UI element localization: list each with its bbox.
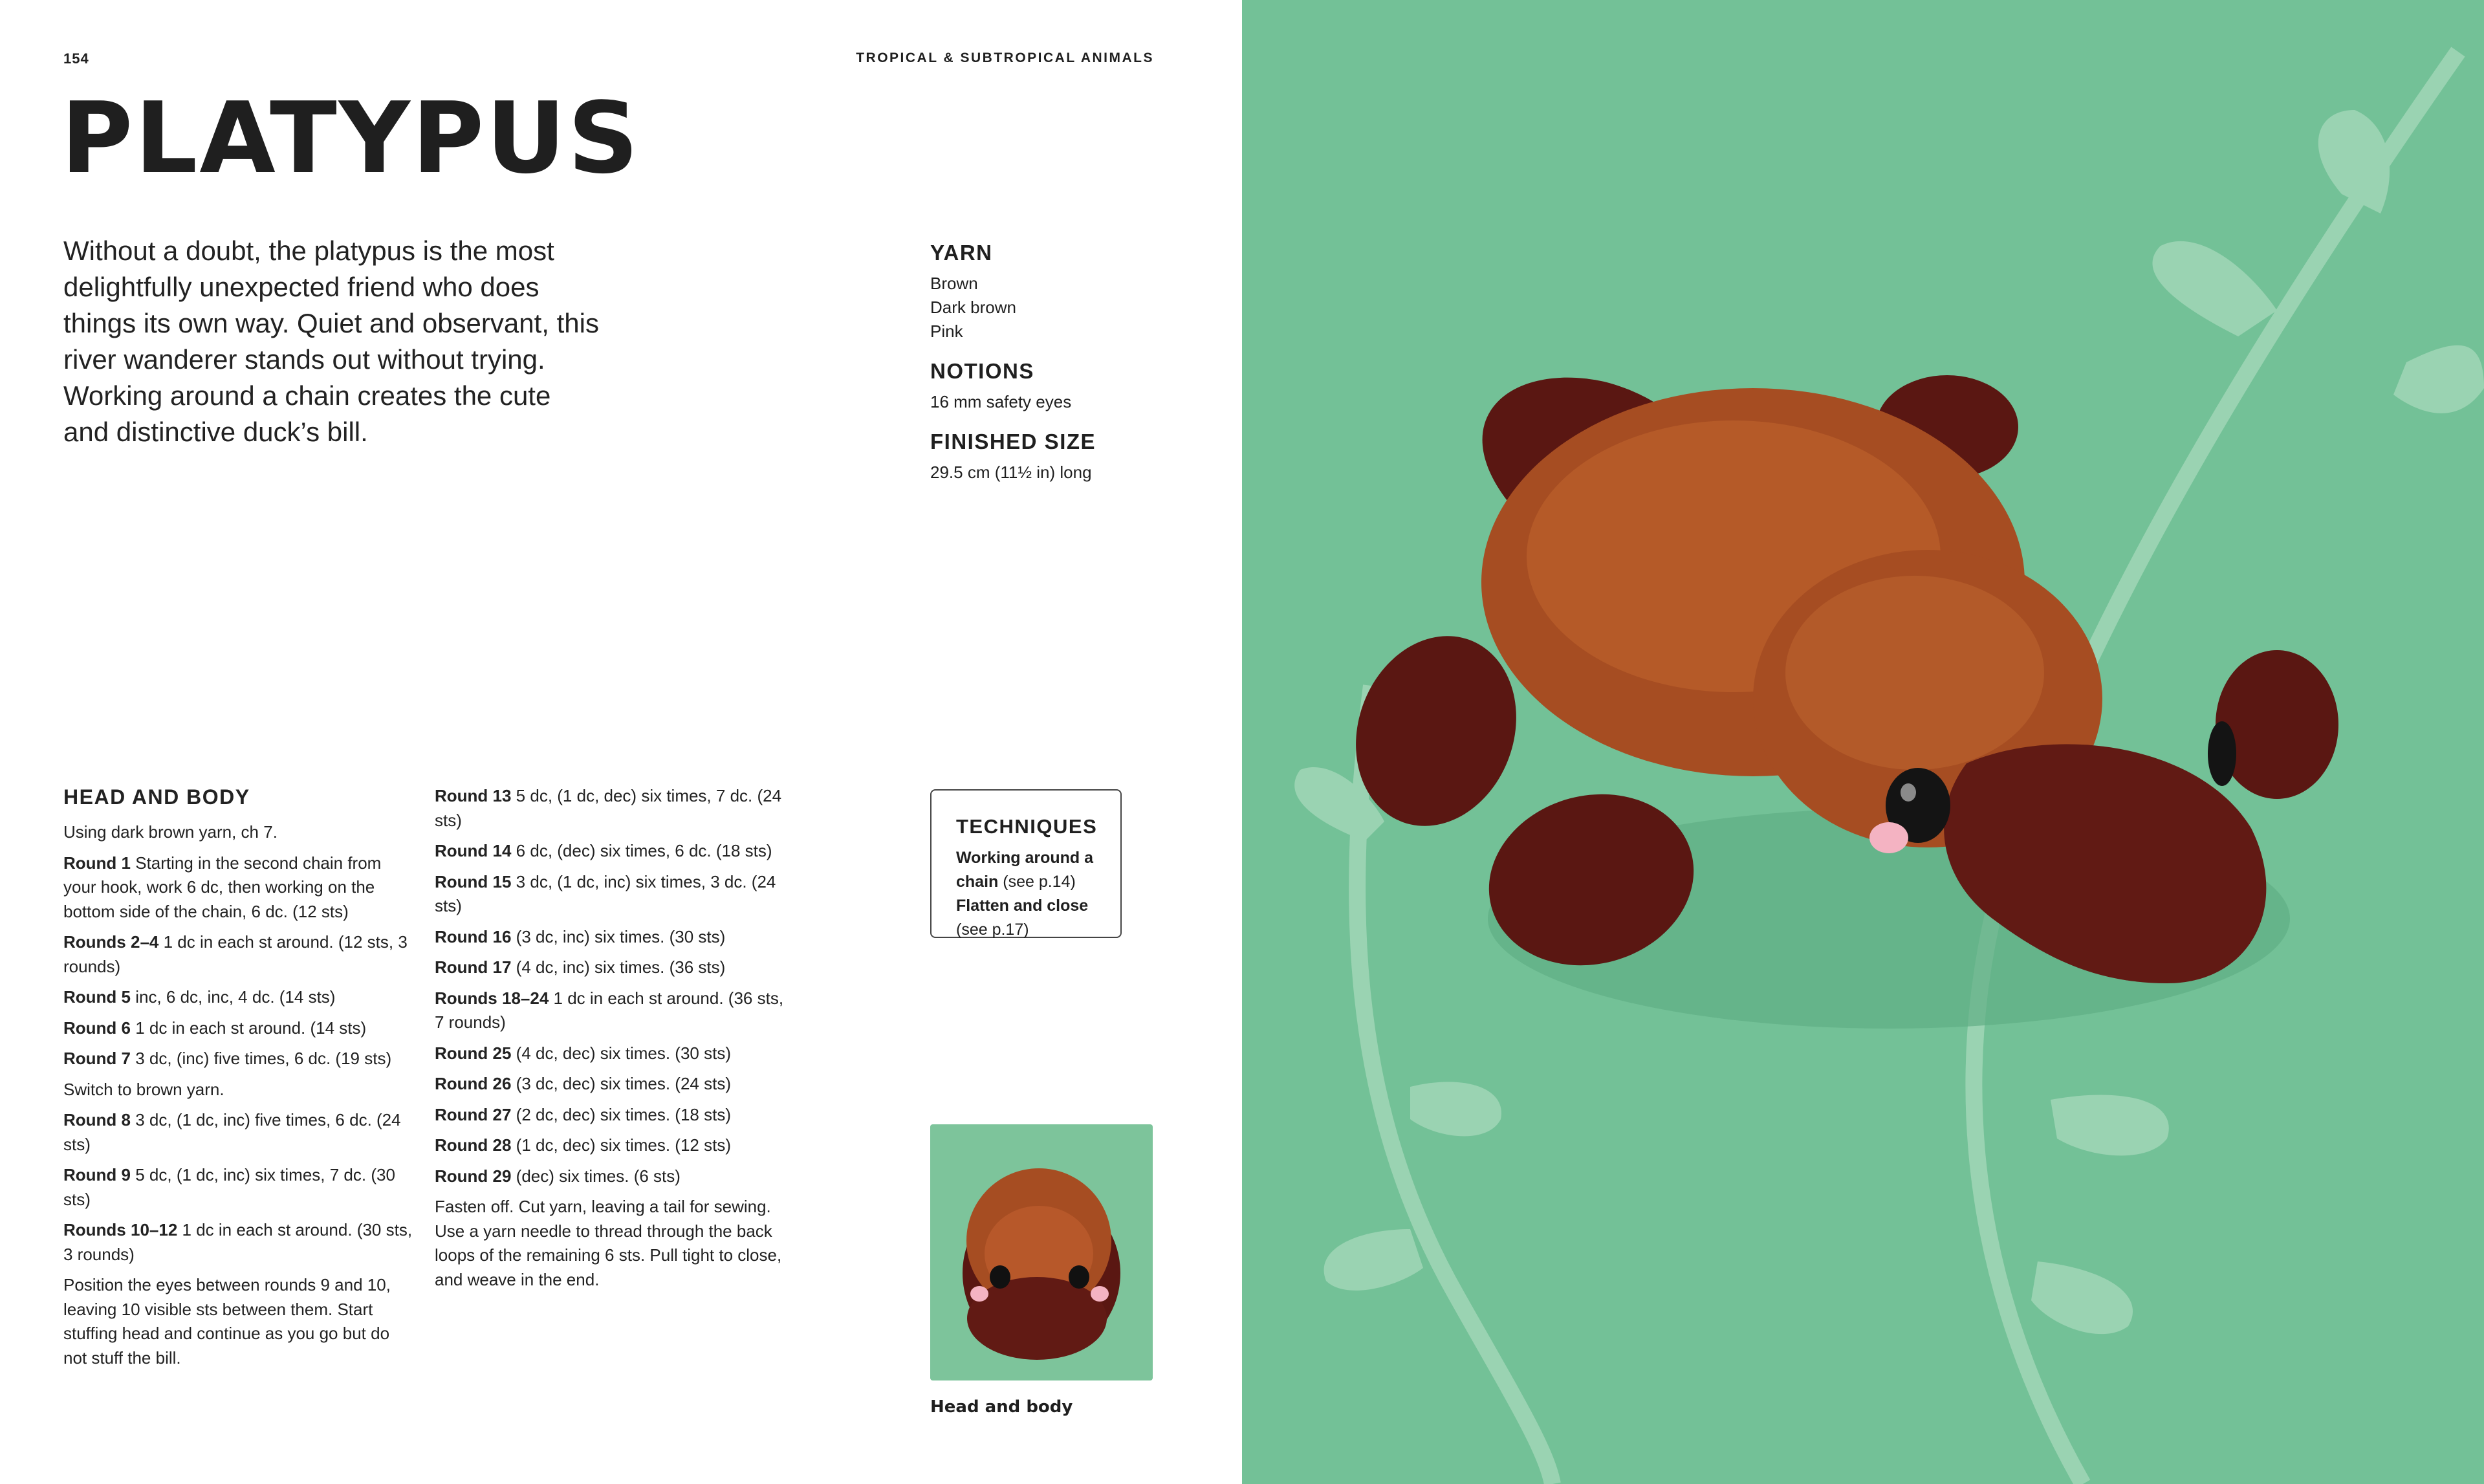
- step-text: 5 dc, (1 dc, dec) six times, 7 dc. (24 sts): [435, 786, 782, 830]
- yarn-heading: YARN: [930, 241, 993, 265]
- step-text: 1 dc in each st around. (14 sts): [131, 1018, 367, 1038]
- round-label: Round 27: [435, 1104, 512, 1124]
- pattern-step: [63, 851, 413, 924]
- pattern-step: [435, 1042, 797, 1066]
- finished-size-block: [930, 430, 1163, 485]
- round-label: Round 15: [435, 871, 512, 891]
- pattern-step: [63, 1163, 413, 1212]
- step-text: Fasten off. Cut yarn, leaving a tail for sewing. Use a yarn needle to thread through the back loops of the remaining 6 sts. Pull tight to close, and weave in the end.: [435, 1197, 782, 1289]
- pattern-step: [435, 870, 797, 919]
- round-label: Round 16: [435, 926, 512, 946]
- step-text: (4 dc, dec) six times. (30 sts): [511, 1043, 731, 1063]
- round-label: Round 17: [435, 957, 512, 977]
- photo-caption: Head and body: [930, 1397, 1073, 1417]
- step-text: (3 dc, dec) six times. (24 sts): [511, 1074, 731, 1093]
- step-text: 5 dc, (1 dc, inc) six times, 7 dc. (30 sts): [63, 1165, 395, 1209]
- round-label: Round 9: [63, 1165, 131, 1184]
- techniques-box: [930, 789, 1122, 938]
- pattern-step: [435, 1164, 797, 1189]
- pattern-step: [435, 1133, 797, 1158]
- round-label: Round 1: [63, 853, 131, 873]
- technique-ref: (see p.17): [956, 921, 1029, 939]
- step-text: (dec) six times. (6 sts): [511, 1166, 681, 1186]
- step-text: Using dark brown yarn, ch 7.: [63, 822, 278, 842]
- pattern-step: [435, 1195, 797, 1292]
- step-text: 6 dc, (dec) six times, 6 dc. (18 sts): [511, 841, 772, 860]
- round-label: Rounds 18–24: [435, 988, 549, 1008]
- pattern-step: [435, 784, 797, 833]
- pattern-step: [435, 987, 797, 1035]
- round-label: Rounds 10–12: [63, 1220, 178, 1239]
- round-label: Round 25: [435, 1043, 512, 1063]
- technique-ref: (see p.14): [998, 873, 1076, 891]
- page-number: 154: [63, 50, 89, 67]
- pattern-step: [435, 955, 797, 980]
- head-and-body-illustration: [930, 1124, 1153, 1380]
- pattern-step: [63, 1108, 413, 1157]
- yarn-item: Pink: [930, 322, 963, 341]
- technique-item: [956, 846, 1120, 894]
- right-eye-icon: [1069, 1265, 1089, 1289]
- round-label: Round 8: [63, 1110, 131, 1129]
- pattern-step: [63, 1273, 413, 1370]
- running-head: TROPICAL & SUBTROPICAL ANIMALS: [856, 50, 1154, 65]
- step-text: Switch to brown yarn.: [63, 1079, 224, 1099]
- finished-size-heading: FINISHED SIZE: [930, 430, 1096, 453]
- intro-paragraph: Without a doubt, the platypus is the most delightfully unexpected friend who does things its own way. Quiet and observant, this river wanderer stands out without trying. Working around a chain creates the cute and distinctive duck’s bill.: [63, 235, 599, 447]
- technique-item: [956, 894, 1120, 942]
- notions-heading: NOTIONS: [930, 359, 1034, 383]
- round-label: Round 28: [435, 1135, 512, 1155]
- round-label: Round 26: [435, 1074, 512, 1093]
- section-heading: HEAD AND BODY: [63, 785, 250, 809]
- yarn-item: Dark brown: [930, 298, 1016, 317]
- right-page-photo: [1242, 0, 2484, 1484]
- round-label: Round 7: [63, 1049, 131, 1068]
- pattern-step: [63, 1078, 413, 1102]
- materials-panel: [930, 241, 1163, 500]
- yarn-item: Brown: [930, 274, 978, 293]
- round-label: Round 5: [63, 987, 131, 1007]
- step-text: (4 dc, inc) six times. (36 sts): [511, 957, 726, 977]
- step-text: inc, 6 dc, inc, 4 dc. (14 sts): [131, 987, 336, 1007]
- platypus-photo-illustration: [1242, 0, 2484, 1484]
- pattern-step: [435, 925, 797, 950]
- round-label: Round 13: [435, 786, 512, 805]
- pattern-step: [435, 1072, 797, 1097]
- round-label: Rounds 2–4: [63, 932, 159, 952]
- pattern-step: [63, 1016, 413, 1041]
- notions-block: [930, 359, 1163, 414]
- pattern-step: [63, 1218, 413, 1267]
- pattern-step: [63, 1047, 413, 1071]
- pattern-step: [63, 820, 413, 845]
- step-text: (3 dc, inc) six times. (30 sts): [511, 926, 726, 946]
- step-text: Position the eyes between rounds 9 and 10, leaving 10 visible sts between them. Start stuffing head and continue as you go but do not stuff the bill.: [63, 1275, 391, 1368]
- pattern-step: [435, 1103, 797, 1128]
- step-text: 3 dc, (1 dc, inc) five times, 6 dc. (24 sts): [63, 1110, 401, 1154]
- yarn-block: [930, 241, 1163, 344]
- round-label: Round 6: [63, 1018, 131, 1038]
- step-text: (1 dc, dec) six times. (12 sts): [511, 1135, 731, 1155]
- technique-label: Flatten and close: [956, 897, 1089, 915]
- step-text: 3 dc, (inc) five times, 6 dc. (19 sts): [131, 1049, 392, 1068]
- pattern-step: [435, 839, 797, 864]
- pattern-step: [63, 930, 413, 979]
- head-and-body-photo: [930, 1124, 1153, 1380]
- pattern-column-1: [63, 784, 413, 1377]
- round-label: Round 14: [435, 841, 512, 860]
- finished-size-value: 29.5 cm (11½ in) long: [930, 463, 1092, 482]
- techniques-heading: TECHNIQUES: [956, 815, 1098, 838]
- pattern-column-2: [435, 784, 797, 1298]
- round-label: Round 29: [435, 1166, 512, 1186]
- step-text: 1 dc in each st around. (30 sts, 3 rounds): [63, 1220, 413, 1264]
- step-text: 3 dc, (1 dc, inc) six times, 3 dc. (24 sts): [435, 871, 776, 915]
- pattern-step: [63, 985, 413, 1010]
- step-text: 1 dc in each st around. (12 sts, 3 rounds): [63, 932, 408, 976]
- step-text: Starting in the second chain from your hook, work 6 dc, then working on the bottom side of the chain, 6 dc. (12 sts): [63, 853, 382, 921]
- left-eye-icon: [990, 1265, 1010, 1289]
- page-title: PLATYPUS: [61, 81, 641, 195]
- step-text: (2 dc, dec) six times. (18 sts): [511, 1104, 731, 1124]
- notions-item: 16 mm safety eyes: [930, 392, 1072, 411]
- technique-label: Working around a chain: [956, 849, 1094, 891]
- step-text: 1 dc in each st around. (36 sts, 7 rounds): [435, 988, 784, 1032]
